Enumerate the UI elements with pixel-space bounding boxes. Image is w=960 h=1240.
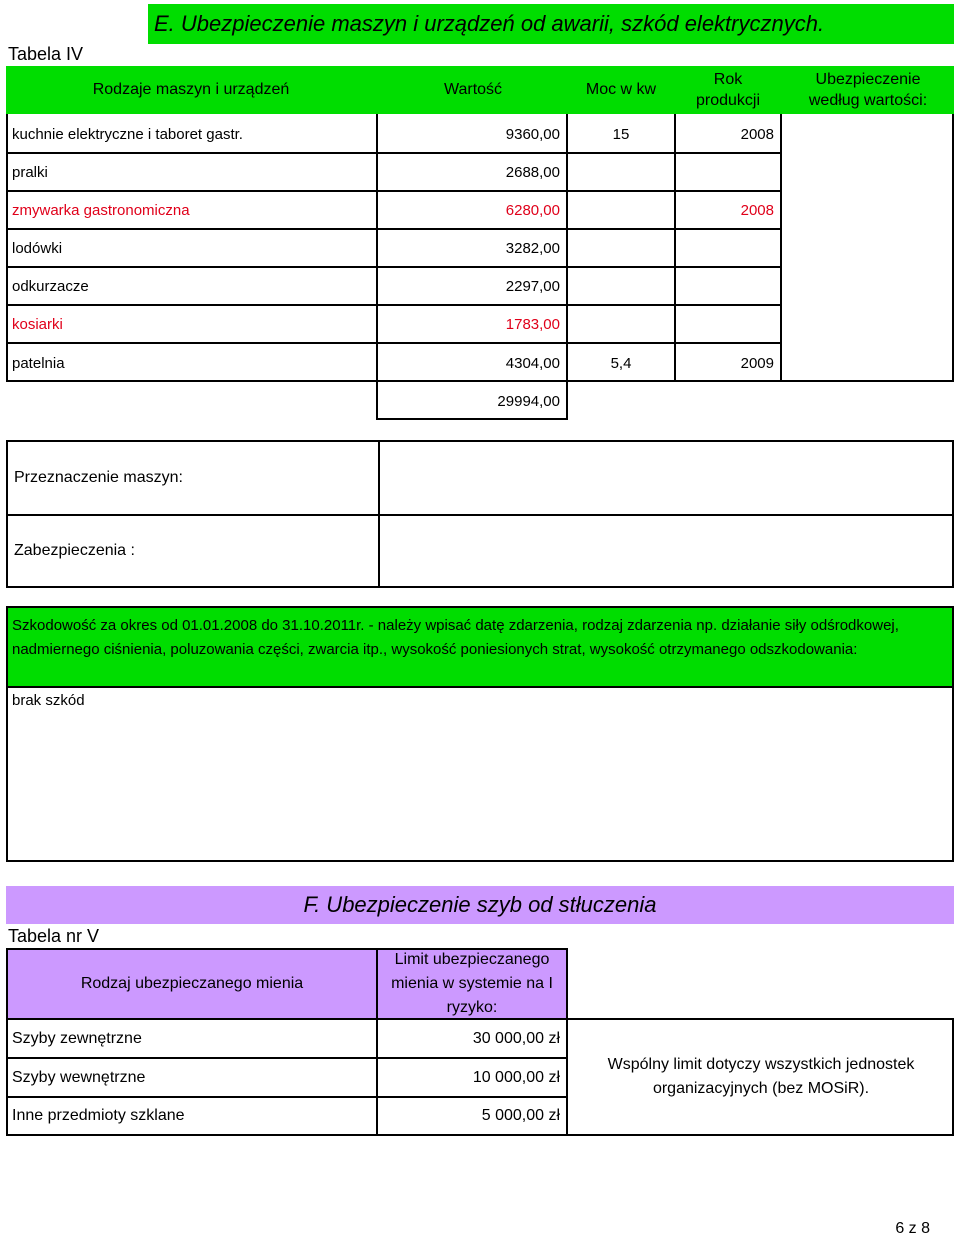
row-value: 2297,00 [505, 277, 560, 295]
row-value: 4304,00 [505, 354, 560, 372]
divider [376, 418, 568, 420]
table-row: kosiarki [12, 315, 63, 333]
section-e-title: E. Ubezpieczenie maszyn i urządzeń od awarii, szkód elektrycznych. [154, 11, 825, 36]
row-year: 2008 [740, 201, 774, 219]
row-power: 15 [612, 125, 630, 143]
table-row: pralki [12, 163, 48, 181]
page-number: 6 z 8 [895, 1220, 930, 1237]
row-year: 2009 [740, 354, 774, 372]
szkodowosc-header: Szkodowość za okres od 01.01.2008 do 31.10.2011r. - należy wpisać datę zdarzenia, rodzaj zdarzenia np. działanie siły odśrodkowej, nadmiernego ciśnienia, poluzowania części, zwarcia itp., wysokość poniesionych strat, wysokość otrzymanego odszkodowania: [6, 606, 954, 688]
table-row: odkurzacze [12, 277, 89, 295]
header-type: Rodzaje maszyn i urządzeń [92, 81, 290, 98]
section-f-title: F. Ubezpieczenie szyb od stłuczenia [303, 892, 657, 917]
row-limit: 10 000,00 zł [472, 1068, 560, 1086]
table-row: kuchnie elektryczne i taboret gastr. [12, 125, 243, 143]
limit-note: Wspólny limit dotyczy wszystkich jednostek organizacyjnych (bez MOSiR). [607, 1056, 915, 1097]
row-value: 9360,00 [505, 125, 560, 143]
table-iv-label: Tabela IV [8, 43, 84, 64]
row-value: 6280,00 [505, 201, 560, 219]
table-row: Szyby zewnętrzne [12, 1029, 142, 1047]
row-year: 2008 [740, 125, 774, 143]
row-value: 3282,00 [505, 239, 560, 257]
header-power: Moc w kw [585, 81, 657, 98]
szkodowosc-value: brak szkód [12, 692, 85, 709]
header-limit: Limit ubezpieczanego mienia w systemie na I ryzyko: [391, 951, 553, 1016]
table-row: patelnia [12, 354, 65, 372]
table-row: Szyby wewnętrzne [12, 1068, 146, 1086]
przeznaczenie-label: Przeznaczenie maszyn: [14, 469, 183, 486]
table-row: lodówki [12, 239, 63, 257]
header-insurance: Ubezpieczenie według wartości: [808, 71, 928, 109]
szkodowosc-value-box [6, 686, 954, 862]
row-power: 5,4 [610, 354, 632, 372]
total-value: 29994,00 [497, 392, 560, 410]
row-limit: 5 000,00 zł [481, 1107, 560, 1124]
section-e-title-bar [148, 4, 954, 44]
section-f-title-bar [6, 886, 954, 924]
row-limit: 30 000,00 zł [472, 1029, 560, 1047]
header-year: Rok produkcji [695, 71, 761, 109]
table-row: Inne przedmioty szklane [12, 1107, 185, 1124]
header-value: Wartość [443, 81, 503, 98]
zabezpieczenia-label: Zabezpieczenia : [14, 542, 135, 559]
divider [566, 1018, 568, 1136]
row-value: 2688,00 [505, 163, 560, 181]
table-v-label: Tabela nr V [8, 925, 100, 946]
row-value: 1783,00 [505, 315, 560, 333]
table-row: zmywarka gastronomiczna [12, 201, 190, 219]
header-type: Rodzaj ubezpieczanego mienia [80, 975, 304, 992]
